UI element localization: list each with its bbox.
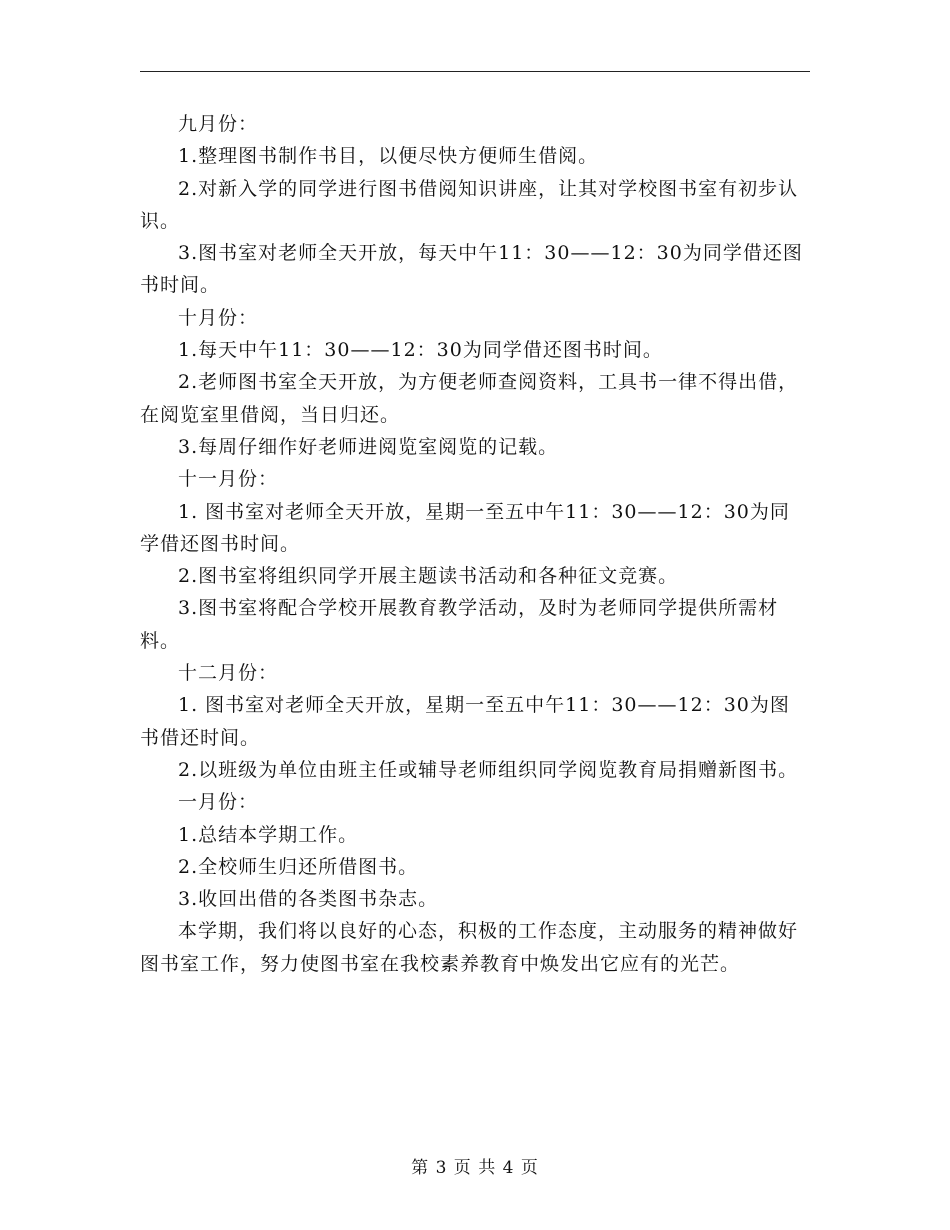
- paragraph: 2.全校师生归还所借图书。: [178, 855, 419, 878]
- section-heading-january: 一月份：: [178, 791, 259, 814]
- paragraph: 1.总结本学期工作。: [178, 823, 359, 846]
- section-heading-november: 十一月份：: [178, 468, 279, 491]
- paragraph: 1.整理图书制作书目，以便尽快方便师生借阅。: [178, 145, 599, 168]
- paragraph: 1. 图书室对老师全天开放，星期一至五中午11：30——12：30为图书借还时间。: [140, 694, 790, 749]
- paragraph: 3.每周仔细作好老师进阅览室阅览的记载。: [178, 435, 559, 458]
- section-heading-october: 十月份：: [178, 306, 259, 329]
- document-body: [140, 108, 805, 980]
- header-rule: [140, 71, 810, 72]
- paragraph: 3.图书室将配合学校开展教育教学活动，及时为老师同学提供所需材料。: [140, 597, 779, 652]
- section-heading-december: 十二月份：: [178, 662, 279, 685]
- paragraph: 3.图书室对老师全天开放，每天中午11：30——12：30为同学借还图书时间。: [140, 242, 803, 297]
- paragraph: 1. 图书室对老师全天开放，星期一至五中午11：30——12：30为同学借还图书时间。: [140, 500, 790, 555]
- paragraph: 2.对新入学的同学进行图书借阅知识讲座，让其对学校图书室有初步认识。: [140, 177, 799, 232]
- page-number: 第 3 页 共 4 页: [411, 1158, 539, 1178]
- section-heading-september: 九月份：: [178, 113, 259, 135]
- paragraph: 2.图书室将组织同学开展主题读书活动和各种征文竞赛。: [178, 565, 679, 588]
- paragraph: 3.收回出借的各类图书杂志。: [178, 888, 439, 911]
- paragraph: 2.以班级为单位由班主任或辅导老师组织同学阅览教育局捐赠新图书。: [178, 758, 799, 781]
- paragraph: 1.每天中午11：30——12：30为同学借还图书时间。: [178, 339, 663, 362]
- closing-paragraph: 本学期，我们将以良好的心态，积极的工作态度，主动服务的精神做好图书室工作，努力使图书室在我校素养教育中焕发出它应有的光芒。: [140, 920, 799, 975]
- paragraph: 2.老师图书室全天开放，为方便老师查阅资料，工具书一律不得出借，在阅览室里借阅，当日归还。: [140, 371, 799, 426]
